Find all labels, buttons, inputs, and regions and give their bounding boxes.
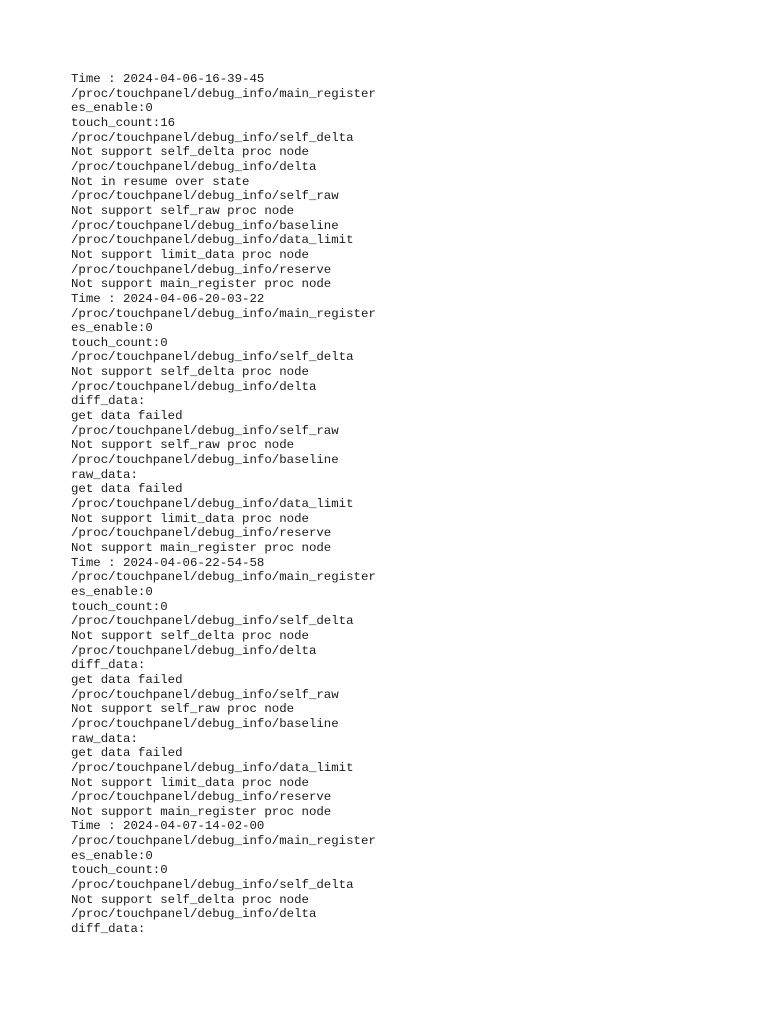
log-line: Time : 2024-04-07-14-02-00 (71, 819, 265, 834)
log-line: Not support main_register proc node (71, 541, 332, 555)
log-line: get data failed (71, 482, 183, 497)
log-line: Not support self_delta proc node (71, 892, 309, 907)
log-line: /proc/touchpanel/debug_info/main_register (71, 834, 376, 849)
log-line: /proc/touchpanel/debug_info/data_limit (71, 760, 354, 775)
log-line: touch_count:16 (71, 115, 176, 130)
log-line: es_enable:0 (71, 584, 153, 599)
log-line: /proc/touchpanel/debug_info/self_raw (71, 189, 339, 204)
log-line: Not support limit_data proc node (71, 775, 309, 790)
log-line: Not support main_register proc node (71, 277, 332, 292)
log-line: /proc/touchpanel/debug_info/data_limit (71, 233, 354, 248)
log-line: /proc/touchpanel/debug_info/reserve (71, 790, 332, 805)
log-line: /proc/touchpanel/debug_info/self_raw (71, 687, 339, 702)
log-line: touch_count:0 (71, 335, 168, 350)
log-line: Not support self_delta proc node (71, 145, 309, 160)
log-line: diff_data: (71, 922, 146, 937)
log-line: Not support main_register proc node (71, 804, 332, 819)
log-line: get data failed (71, 409, 183, 424)
log-line: diff_data: (71, 394, 146, 409)
log-line: /proc/touchpanel/debug_info/self_raw (71, 423, 339, 438)
log-line: touch_count:0 (71, 863, 168, 878)
log-line: /proc/touchpanel/debug_info/baseline (71, 453, 339, 468)
log-line: /proc/touchpanel/debug_info/delta (71, 379, 317, 394)
log-line: es_enable:0 (71, 101, 153, 116)
log-line: /proc/touchpanel/debug_info/delta (71, 159, 317, 174)
log-line: /proc/touchpanel/debug_info/main_register (71, 570, 376, 585)
log-line: Time : 2024-04-06-20-03-22 (71, 291, 265, 306)
log-line: Not support self_raw proc node (71, 702, 295, 717)
log-line: Time : 2024-04-06-22-54-58 (71, 555, 265, 570)
log-line: raw_data: (71, 731, 138, 746)
log-line: get data failed (71, 672, 183, 687)
log-line: /proc/touchpanel/debug_info/main_register (71, 306, 376, 321)
log-line: /proc/touchpanel/debug_info/self_delta (71, 878, 354, 893)
log-line: /proc/touchpanel/debug_info/data_limit (71, 497, 354, 512)
log-line: /proc/touchpanel/debug_info/baseline (71, 716, 339, 731)
log-line: /proc/touchpanel/debug_info/self_delta (71, 350, 354, 365)
log-line: /proc/touchpanel/debug_info/self_delta (71, 614, 354, 629)
log-line: Not support limit_data proc node (71, 511, 309, 526)
log-line: Time : 2024-04-06-16-39-45 (71, 72, 265, 86)
log-text (71, 72, 376, 937)
log-line: Not support self_raw proc node (71, 203, 295, 218)
log-line: touch_count:0 (71, 599, 168, 614)
log-line: raw_data: (71, 467, 138, 482)
log-line: get data failed (71, 746, 183, 761)
log-line: Not support self_raw proc node (71, 438, 295, 453)
log-line: Not support limit_data proc node (71, 247, 309, 262)
log-line: es_enable:0 (71, 321, 153, 336)
log-line: es_enable:0 (71, 848, 153, 863)
log-line: Not support self_delta proc node (71, 365, 309, 380)
log-line: Not support self_delta proc node (71, 628, 309, 643)
log-line: /proc/touchpanel/debug_info/reserve (71, 262, 332, 277)
log-line: /proc/touchpanel/debug_info/reserve (71, 526, 332, 541)
log-line: /proc/touchpanel/debug_info/delta (71, 907, 317, 922)
log-line: /proc/touchpanel/debug_info/self_delta (71, 130, 354, 145)
log-line: diff_data: (71, 658, 146, 673)
log-line: Not in resume over state (71, 174, 250, 189)
log-line: /proc/touchpanel/debug_info/baseline (71, 218, 339, 233)
log-line: /proc/touchpanel/debug_info/main_register (71, 86, 376, 101)
log-line: /proc/touchpanel/debug_info/delta (71, 643, 317, 658)
